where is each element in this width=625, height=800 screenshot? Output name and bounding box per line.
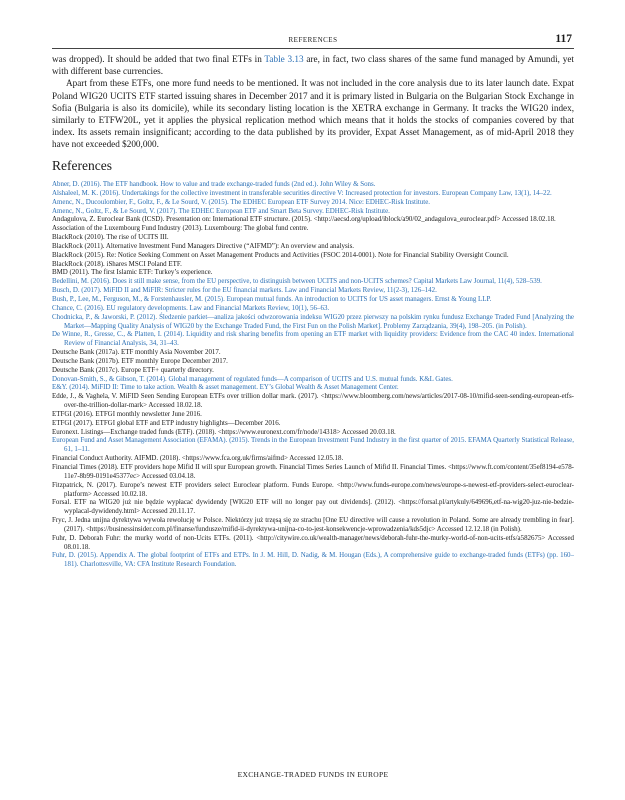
body-text <box>52 53 574 151</box>
book-page <box>52 0 574 800</box>
reference-entry: Fryc, J. Jedna unijna dyrektywa wywoła rewolucję w Polsce. Niektórzy już trzęsą się ze strachu [One EU directive will cause a revolution in Poland. Some are already trembling in fear]. (2017). <https://businessinsider.com.pl/finanse/fundusze/mifid-ii-dyrektywa-unijna-co-to-jest-konsekwencje-wprowadzenia/kds5djc> Accessed 12.12.18 (in Polish). <box>52 516 574 533</box>
reference-entry: BlackRock (2015). Re: Notice Seeking Comment on Asset Management Products and Activities (FSOC 2014-0001). Note for Financial Stability Oversight Council. <box>52 250 509 259</box>
reference-entry[interactable]: Abner, D. (2016). The ETF handbook. How to value and trade exchange-traded funds (2nd ed.). John Wiley & Sons. <box>52 180 376 188</box>
reference-entry: Fitzpatrick, N. (2017). Europe’s newest ETF providers select Euroclear platform. Funds Europe. <http://www.funds-europe.com/news/europe-s-newest-etf-providers-select-euroclear-platform> Accessed 10.02.18. <box>52 480 574 498</box>
references-heading: References <box>52 158 112 173</box>
reference-entry: Financial Conduct Authority. AIFMD. (2018). <https://www.fca.org.uk/firms/aifmd> Accessed 12.05.18. <box>52 454 344 463</box>
reference-entry: ETFGI (2017). ETFGI global ETF and ETP industry highlights—December 2016. <box>52 418 281 427</box>
reference-entry: Deutsche Bank (2017a). ETF monthly Asia November 2017. <box>52 348 221 357</box>
running-title: REFERENCES <box>288 36 338 44</box>
reference-entry: Forsal. ETF na WIG20 już nie będzie wypłacać dywidendy [WIG20 ETF will no longer pay out dividends]. (2012). <https://forsal.pl/artykuly/649696,etf-na-wig20-juz-nie-bedzie-wyplacal-dywidendy.html> Accessed 20.11.17. <box>52 498 574 516</box>
running-footer: EXCHANGE-TRADED FUNDS IN EUROPE <box>237 770 389 779</box>
reference-entry[interactable]: Chance, C. (2016). EU regulatory developments. Law and Financial Markets Review, 10(1), 56–63. <box>52 303 330 312</box>
reference-entry: Andagulova, Z. Euroclear Bank (ICSD). Presentation on: International ETF structure. (2015). <http://aecsd.org/upload/iblock/a90/02_andagulova_euroclear.pdf> Accessed 18.02.18. <box>52 215 556 224</box>
reference-entry[interactable]: Busch, D. (2017). MiFID II and MiFIR: Stricter rules for the EU financial markets. Law and Financial Markets Review, 11(2-3), 126–142. <box>52 286 437 295</box>
reference-entry: BlackRock (2018). iShares MSCI Poland ETF. <box>52 259 182 268</box>
reference-entry: BMD (2011). The first Islamic ETF: Turkey’s experience. <box>52 268 213 277</box>
reference-entry: Deutsche Bank (2017c). Europe ETF+ quarterly directory. <box>52 365 214 374</box>
reference-entry: BlackRock (2010). The rise of UCITS III. <box>52 233 169 242</box>
header-rule <box>52 48 574 49</box>
reference-entry: BlackRock (2011). Alternative Investment Fund Managers Directive (“AIFMD”): An overview and analysis. <box>52 241 355 250</box>
reference-entry: Association of the Luxembourg Fund Industry (2013). Luxembourg: The global fund centre. <box>52 224 309 233</box>
reference-entry[interactable]: Chodnicka, P., & Jaworski, P. (2012). Śledzenie parkiet—analiza jakości odwzorowania indeksu WIG20 przez pierwszy na polskim rynku fundusz Exchange Traded Fund [Analyzing the Market—Mapping Quality Analysis of WIG20 by the Exchange Traded Fund, the First Fun on the Polish Market]. Problemy Zarządzania, 39(4), 198–205. (in Polish). <box>52 312 574 330</box>
paragraph-1 <box>52 53 574 77</box>
reference-entry[interactable]: Fuhr, D. (2015). Appendix A. The global footprint of ETFs and ETPs. In J. M. Hill, D. Nadig, & M. Hougan (Eds.), A comprehensive guide to exchange-traded funds (ETFs) (pp. 160–181). Charlottesville, VA: CFA Institute Research Foundation. <box>52 551 574 569</box>
running-head <box>52 33 574 47</box>
table-link[interactable]: Table 3.13 <box>264 54 304 64</box>
reference-entry[interactable]: Amenc, N., Goltz, F., & Le Sourd, V. (2017). The EDHEC European ETF and Smart Beta Survey. EDHEC-Risk Institute. <box>52 206 390 215</box>
paragraph-1-start: was dropped). It should be added that two final ETFs in <box>52 54 265 64</box>
reference-entry: Fuhr, D. Deborah Fuhr: the murky world of non-Ucits ETFs. (2011). <http://citywire.co.uk/wealth-manager/news/deborah-fuhr-the-murky-world-of-non-ucits-etfs/a582675> Accessed 08.01.18. <box>52 533 574 551</box>
reference-entry: Financial Times (2018). ETF providers hope Mifid II will spur European growth. Financial Times Series Launch of Mifid II. Financial Times. <https://www.ft.com/content/35ef8194-e578-11e7-8b99-0191e45377ec> Accessed 03.04.18. <box>52 463 574 480</box>
reference-entry[interactable]: Alshaleel, M. K. (2016). Undertakings for the collective investment in transferable securities directive V: Increased protection for investors. European Company Law, 13(1), 14–22. <box>52 188 552 197</box>
reference-entry: Deutsche Bank (2017b). ETF monthly Europe December 2017. <box>52 356 228 365</box>
reference-entry: Euronext. Listings—Exchange traded funds (ETF). (2018). <https://www.euronext.com/fr/node/14318> Accessed 20.03.18. <box>52 427 396 436</box>
references-list <box>52 180 574 569</box>
paragraph-2: Apart from these ETFs, one more fund needs to be mentioned. It was not included in the core analysis due to its later launch date. Expat Poland WIG20 UCITS ETF started issuing shares in December 2017 and it is primary listed in Bulgaria on the Bulgarian Stock Exchange in Sofia (Bulgaria is also its domicile), while its secondary listing location is the XETRA exchange in Germany. It tracks the WIG20 index, similarly to ETFW20L, yet it applies the physical replication method which means that it holds the stocks of companies covered by that index. Its assets remain insignificant; according to the data published by its provider, Expat Asset Management, as of mid-April 2018 they have not exceeded $200,000. <box>52 78 574 150</box>
reference-entry[interactable]: E&Y. (2014). MiFID II: Time to take action. Wealth & asset management. EY’s Global Wealth & Asset Management Center. <box>52 383 399 392</box>
reference-entry[interactable]: Donovan-Smith, S., & Gibson, T. (2014). Global management of regulated funds—A comparison of UCITS and U.S. mutual funds. K&L Gates. <box>52 374 453 383</box>
reference-entry[interactable]: European Fund and Asset Management Association (EFAMA). (2015). Trends in the European Investment Fund Industry in the first quarter of 2015. EFAMA Quarterly Statistical Release, 61, 1–11. <box>52 436 574 454</box>
reference-entry[interactable]: Bush, P., Lee, M., Ferguson, M., & Forstenhausler, M. (2015). European mutual funds. An introduction to UCITS for US asset managers. Ernst & Young LLP. <box>52 294 492 303</box>
paragraph-1-end: are, in fact, two class shares of the same fund managed by Amundi, yet with different base currencies. <box>52 54 574 77</box>
reference-entry[interactable]: Amenc, N., Ducoulombier, F., Goltz, F., & Le Sourd, V. (2015). The EDHEC European ETF Survey 2014. Nice: EDHEC-Risk Institute. <box>52 197 431 206</box>
reference-entry: Edde, J., & Vaghela, V. MiFID Seen Sending European ETFs over trillion dollar mark. (2017). <https://www.bloomberg.com/news/articles/2017-08-10/mifid-seen-sending-european-etfs-over-the-trillion-dollar-mark> Accessed 18.02.18. <box>52 392 574 410</box>
reference-entry[interactable]: De Winne, R., Gresse, C., & Platten, I. (2014). Liquidity and risk sharing benefits from opening an ETF market with liquidity providers: Evidence from the CAC 40 index. International Review of Financial Analysis, 34, 31–43. <box>52 330 574 348</box>
page-number: 117 <box>555 33 572 45</box>
reference-entry[interactable]: Bedellini, M. (2016). Does it still make sense, from the EU perspective, to distinguish between UCITS and non-UCITS schemes? Capital Markets Law Journal, 11(4), 528–539. <box>52 277 542 286</box>
reference-entry: ETFGI (2016). ETFGI monthly newsletter June 2016. <box>52 409 202 418</box>
